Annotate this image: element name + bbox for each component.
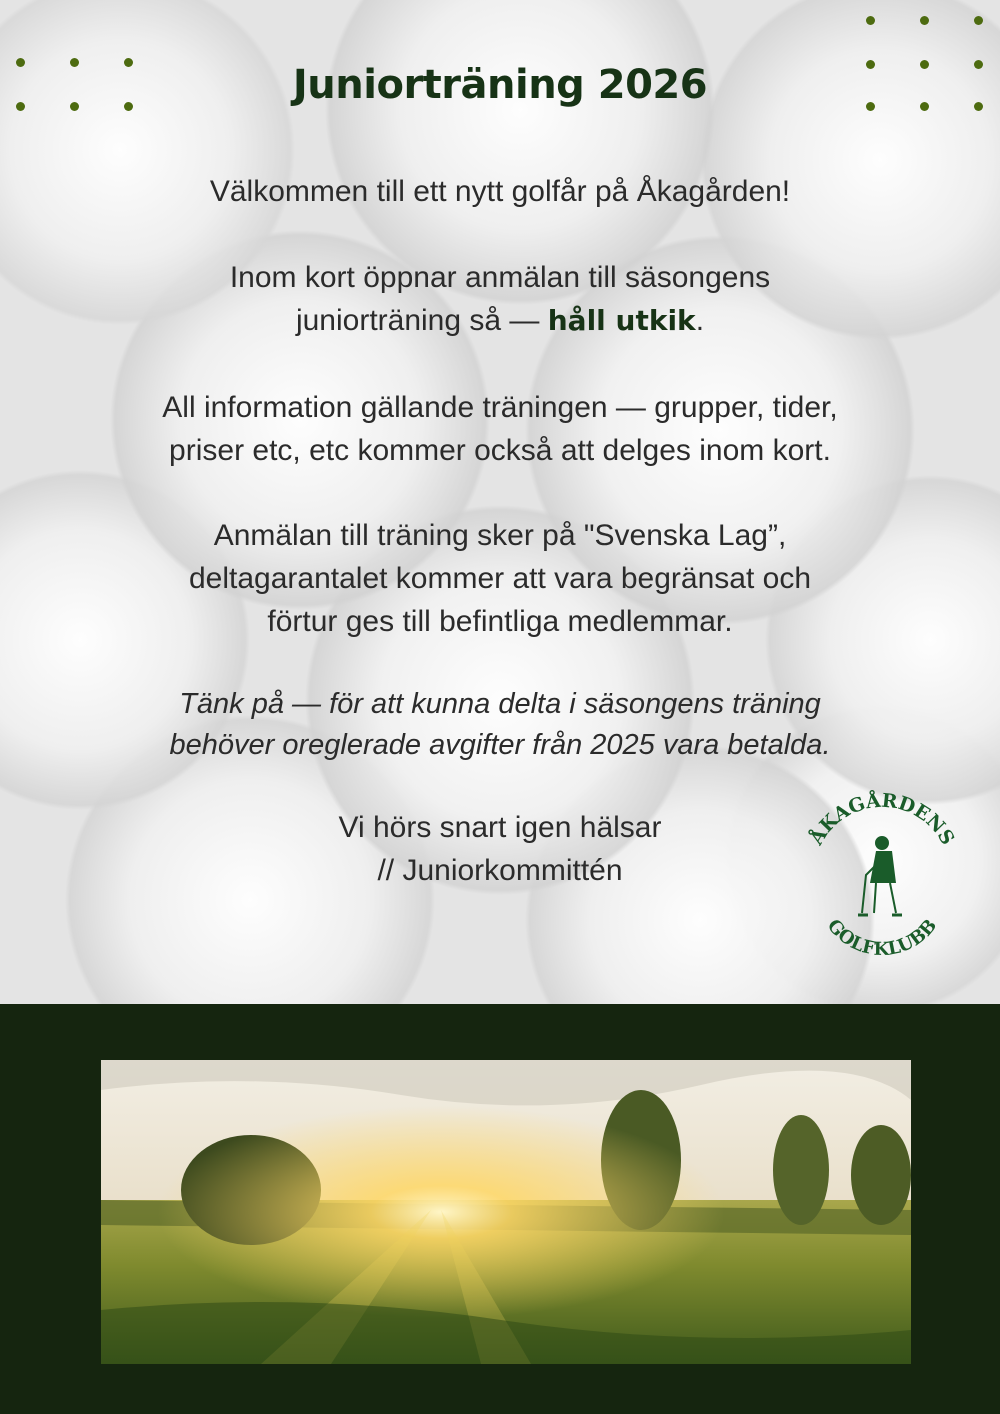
note-line-2: behöver oreglerade avgifter från 2025 vara betalda. (169, 729, 831, 761)
info-line-1: All information gällande träningen — grupper, tider, (162, 391, 838, 424)
closing-line-2: // Juniorkommittén (377, 854, 623, 887)
closing-line-1: Vi hörs snart igen hälsar (338, 811, 662, 844)
registration-line-2-suffix: . (695, 304, 705, 337)
registration-line-1: Inom kort öppnar anmälan till säsongens (229, 261, 771, 294)
signup-line-3: förtur ges till befintliga medlemmar. (267, 605, 733, 638)
registration-line-2-prefix: juniorträning så — (295, 304, 548, 337)
page-title: Juniorträning 2026 (292, 62, 708, 108)
logo-bottom-text: GOLFKLUBB (822, 915, 942, 955)
welcome-text: Välkommen till ett nytt golfår på Åkagården! (209, 175, 791, 208)
note-line-1: Tänk på — för att kunna delta i säsongens träning (179, 688, 821, 720)
golfclub-logo (800, 765, 960, 955)
signup-paragraph (50, 514, 950, 643)
golf-course-photo (101, 1060, 911, 1364)
golfer-icon (858, 837, 902, 915)
registration-paragraph (50, 256, 950, 342)
signup-line-2: deltagarantalet kommer att vara begränsat och (188, 562, 812, 595)
signup-line-1: Anmälan till träning sker på "Svenska Lag”, (213, 519, 787, 552)
payment-note (50, 684, 950, 766)
logo-top-text: ÅKAGÅRDENS (805, 789, 959, 849)
info-line-2: priser etc, etc kommer också att delges inom kort. (169, 434, 831, 467)
registration-emphasis: håll utkik (547, 304, 696, 337)
registration-line-2 (50, 299, 950, 342)
info-paragraph (50, 386, 950, 472)
